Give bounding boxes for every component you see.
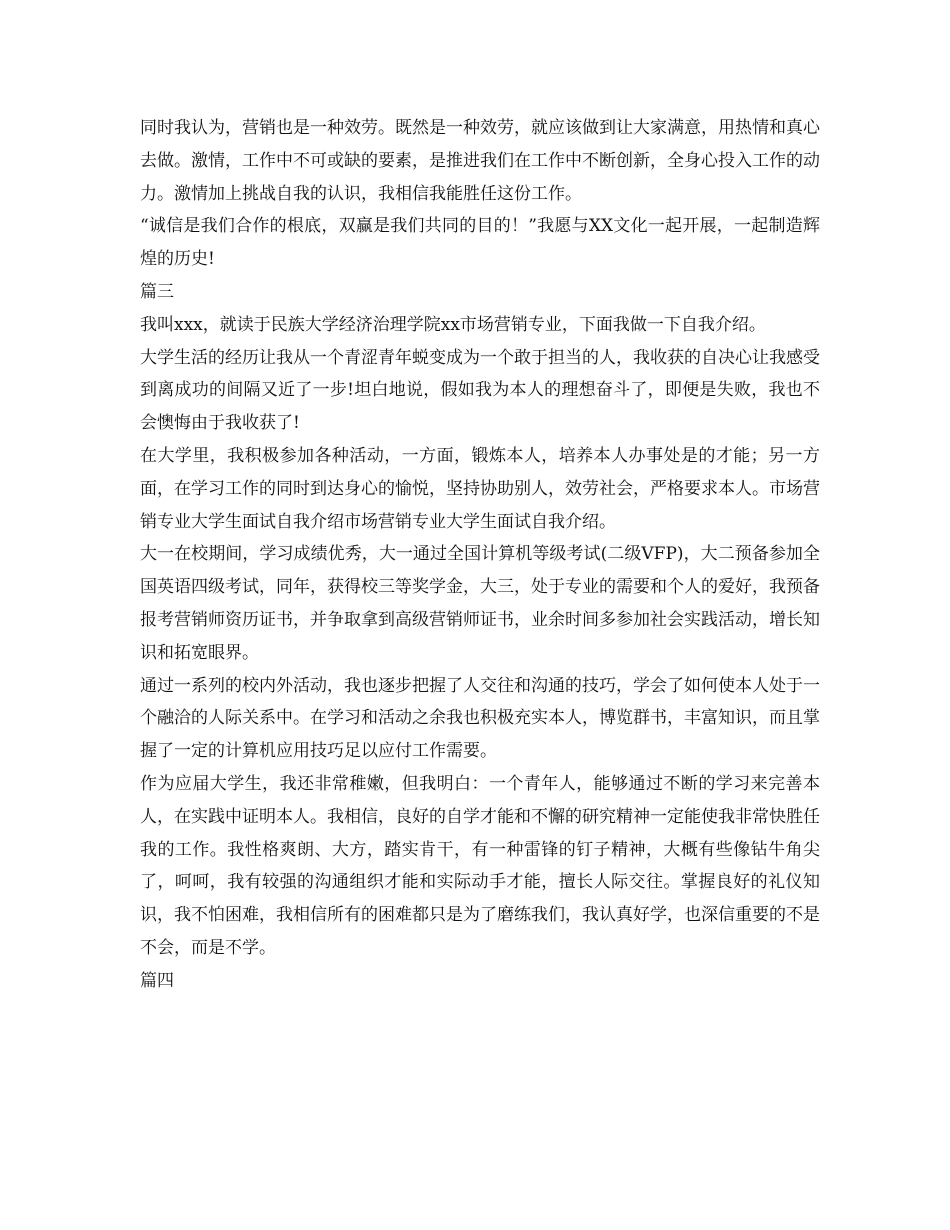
para-communication-skills: 通过一系列的校内外活动，我也逐步把握了人交往和沟通的技巧，学会了如何使本人处于一个融洽的人际关系中。在学习和活动之余我也积极充实本人，博览群书，丰富知识，而且掌握了一定的计算机应用技巧足以应付工作需要。 [140,675,820,762]
section-heading-three: 篇三 [140,281,174,302]
para-graduate-character: 作为应届大学生，我还非常稚嫩，但我明白：一个青年人，能够通过不断的学习来完善本人，在实践中证明本人。我相信，良好的自学才能和不懈的研究精神一定能使我非常快胜任我的工作。我性格爽朗、大方，踏实肯干，有一种雷锋的钉子精神，大概有些像钻牛角尖了，呵呵，我有较强的沟通组织才能和实际动手才能，擅长人际交往。掌握良好的礼仪知识，我不怕困难，我相信所有的困难都只是为了磨练我们，我认真好学，也深信重要的不是不会，而是不学。 [140,773,820,958]
para-achievements: 大一在校期间，学习成绩优秀，大一通过全国计算机等级考试(二级VFP)，大二预备参加全国英语四级考试，同年，获得校三等奖学金，大三，处于专业的需要和个人的爱好，我预备报考营销师资历证书，并争取拿到高级营销师证书，业余时间多参加社会实践活动，增长知识和拓宽眼界。 [140,544,820,663]
para-self-intro: 我叫xxx，就读于民族大学经济治理学院xx市场营销专业，下面我做一下自我介绍。 [140,314,766,335]
para-service-attitude: 同时我认为，营销也是一种效劳。既然是一种效劳，就应该做到让大家满意，用热情和真心去做。激情，工作中不可或缺的要素，是推进我们在工作中不断创新，全身心投入工作的动力。激情加上挑战自我的认识，我相信我能胜任这份工作。 [140,118,820,204]
section-heading-four: 篇四 [140,970,174,991]
para-slogan: “诚信是我们合作的根底，双赢是我们共同的目的！”我愿与XX文化一起开展，一起制造辉煌的历史! [140,216,820,270]
document-body [140,112,820,998]
para-university-life: 大学生活的经历让我从一个青涩青年蜕变成为一个敢于担当的人，我收获的自决心让我感受到离成功的间隔又近了一步!坦白地说，假如我为本人的理想奋斗了，即便是失败，我也不会懊悔由于我收获了! [140,347,820,434]
para-activities: 在大学里，我积极参加各种活动，一方面，锻炼本人，培养本人办事处是的才能；另一方面，在学习工作的同时到达身心的愉悦，坚持协助别人，效劳社会，严格要求本人。市场营销专业大学生面试自我介绍市场营销专业大学生面试自我介绍。 [140,445,820,532]
